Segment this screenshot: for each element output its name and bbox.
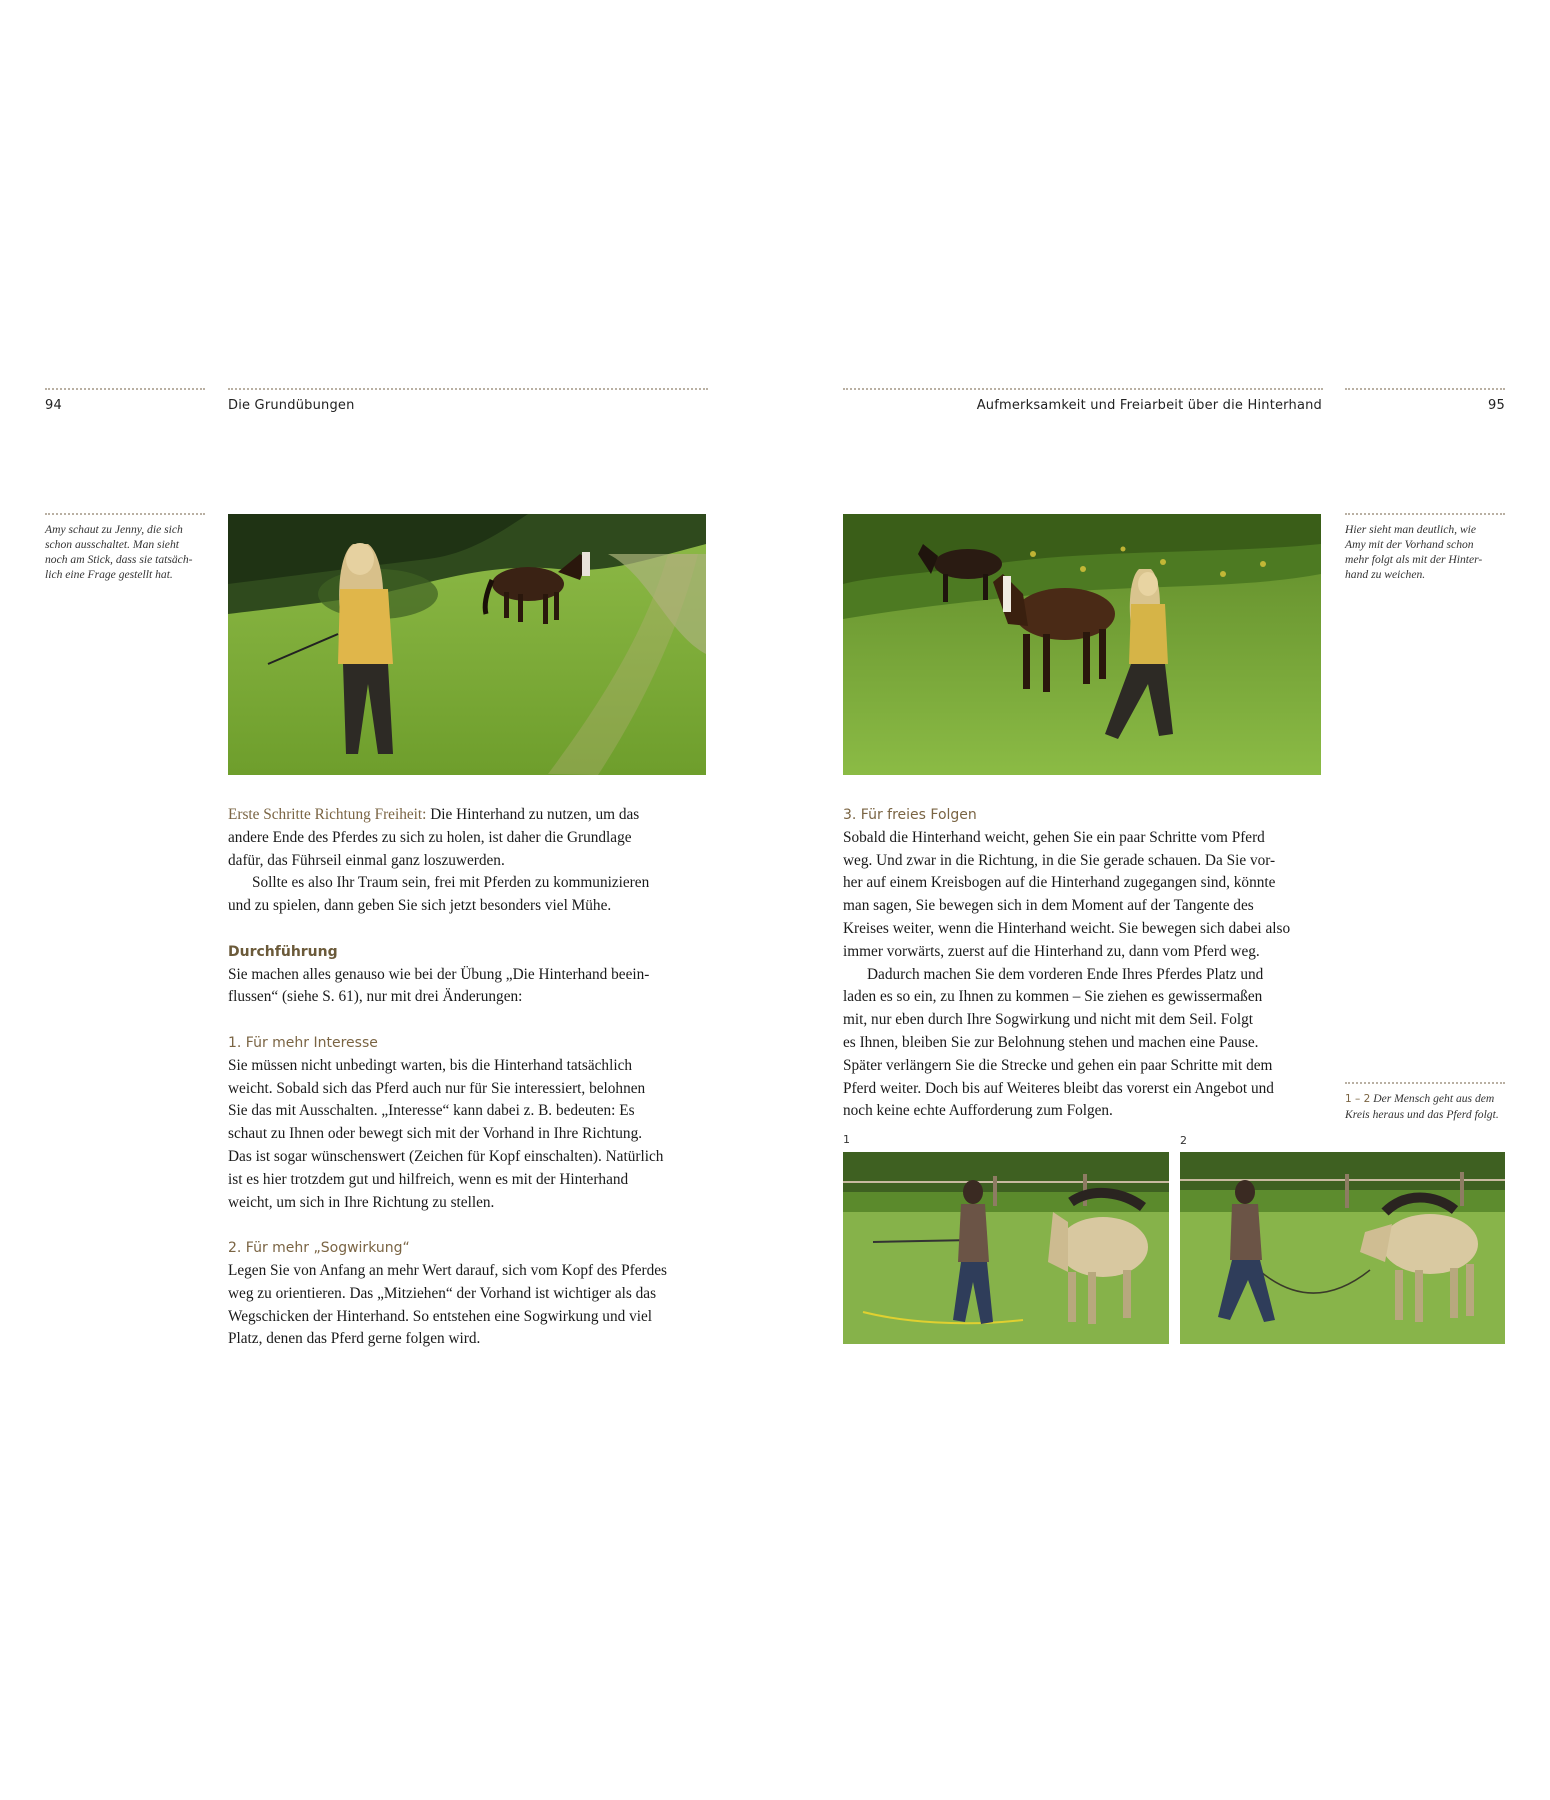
caption-rule-right: [1345, 513, 1505, 515]
header-rule-left-margin: [45, 388, 205, 390]
caption-rule-left: [45, 513, 205, 515]
header-rule-right-margin: [1345, 388, 1505, 390]
header-rule-left-main: [228, 388, 708, 390]
running-head-right: Aufmerksamkeit und Freiarbeit über die Hinterhand: [976, 398, 1322, 413]
photo-two-horses-and-woman: [843, 514, 1321, 775]
photo-woman-and-horse-field: [228, 514, 706, 775]
page-number-left: 94: [45, 398, 62, 413]
right-body-text: 3. Für freies Folgen Sobald die Hinterhand weicht, gehen Sie ein paar Schritte vom Pferd weg. Und zwar in die Richtung, in die Sie gerade schauen. Da Sie vor- her auf einem Kreisbogen auf die Hinterhand zugegangen sind, könnte man sagen, Sie bewegen sich in dem Moment auf der Tangente des Kreises weiter, wenn die Hinterhand weicht. Sie bewegen sich dabei also immer vorwärts, zuerst auf die Hinterhand zu, dann vom Pferd weg. Dadurch machen Sie dem vorderen Ende Ihres Pferdes Platz und laden es so ein, zu Ihnen zu kommen – Sie ziehen es gewissermaßen mit, nur eben durch Ihre Sogwirkung und nicht mit dem Seil. Folgt es Ihnen, bleiben Sie zur Belohnung stehen und machen eine Pause. Später verlängern Sie die Strecke und gehen ein paar Schritte mit dem Pferd weiter. Doch bis auf Weiteres bleibt das vorerst ein Angebot und noch keine echte Aufforderung zum Folgen.: [843, 804, 1338, 1123]
photo-2-horse-follows-woman: [1180, 1152, 1505, 1344]
section-heading-durchfuehrung: Durchführung: [228, 943, 338, 960]
caption-left: Amy schaut zu Jenny, die sich schon ausschaltet. Man sieht noch am Stick, dass sie tatsäch- lich eine Frage gestellt hat.: [45, 523, 193, 581]
caption2-rule-right: [1345, 1082, 1505, 1084]
left-body-text: Erste Schritte Richtung Freiheit: Die Hinterhand zu nutzen, um das andere Ende des Pferdes zu sich zu holen, ist daher die Grundlage dafür, das Führseil einmal ganz loszuwerden. Sollte es also Ihr Traum sein, frei mit Pferden zu kommunizieren und zu spielen, dann geben Sie sich jetzt besonders viel Mühe. Durchführung Sie machen alles genauso wie bei der Übung „Die Hinterhand beein- flussen“ (siehe S. 61), nur mit drei Änderungen: 1. Für mehr Interesse Sie müssen nicht unbedingt warten, bis die Hinterhand tatsächlich weicht. Sobald sich das Pferd auch nur für Sie interessiert, belohnen Sie das mit Ausschalten. „Interesse“ kann dabei z. B. bedeuten: Es schaut zu Ihnen oder bewegt sich mit der Vorhand in Ihre Richtung. Das ist sogar wünschenswert (Zeichen für Kopf einschalten). Natürlich ist es hier trotzdem gut und hilfreich, wenn es mit der Hinterhand weicht, um sich in Ihre Richtung zu stellen. 2. Für mehr „Sogwirkung“ Legen Sie von Anfang an mehr Wert darauf, sich vom Kopf des Pferdes weg zu orientieren. Das „Mitziehen“ der Vorhand ist wichtiger als das Wegschicken der Hinterhand. So entstehen eine Sogwirkung und viel Platz, denen das Pferd gerne folgen wird.: [228, 804, 718, 1351]
intro-kicker: Erste Schritte Richtung Freiheit:: [228, 806, 427, 823]
intro-line-1: Erste Schritte Richtung Freiheit: Die Hinterhand zu nutzen, um das: [228, 806, 640, 823]
step3-heading: 3. Für freies Folgen: [843, 807, 977, 823]
header-rule-right-main: [843, 388, 1323, 390]
caption-right: Hier sieht man deutlich, wie Amy mit der Vorhand schon mehr folgt als mit der Hinter- hand zu weichen.: [1345, 523, 1483, 581]
caption2-number: 1 – 2: [1345, 1093, 1371, 1105]
step2-heading: 2. Für mehr „Sogwirkung“: [228, 1240, 410, 1257]
photo1-label: 1: [843, 1133, 850, 1146]
photo2-label: 2: [1180, 1134, 1187, 1147]
photo-1-woman-with-stick-and-dun-horse: [843, 1152, 1169, 1344]
caption-photos-1-2: 1 – 2 Der Mensch geht aus dem Kreis heraus und das Pferd folgt.: [1345, 1092, 1499, 1121]
running-head-left: Die Grundübungen: [228, 398, 355, 413]
step1-heading: 1. Für mehr Interesse: [228, 1034, 378, 1051]
page-number-right: 95: [1488, 398, 1505, 413]
